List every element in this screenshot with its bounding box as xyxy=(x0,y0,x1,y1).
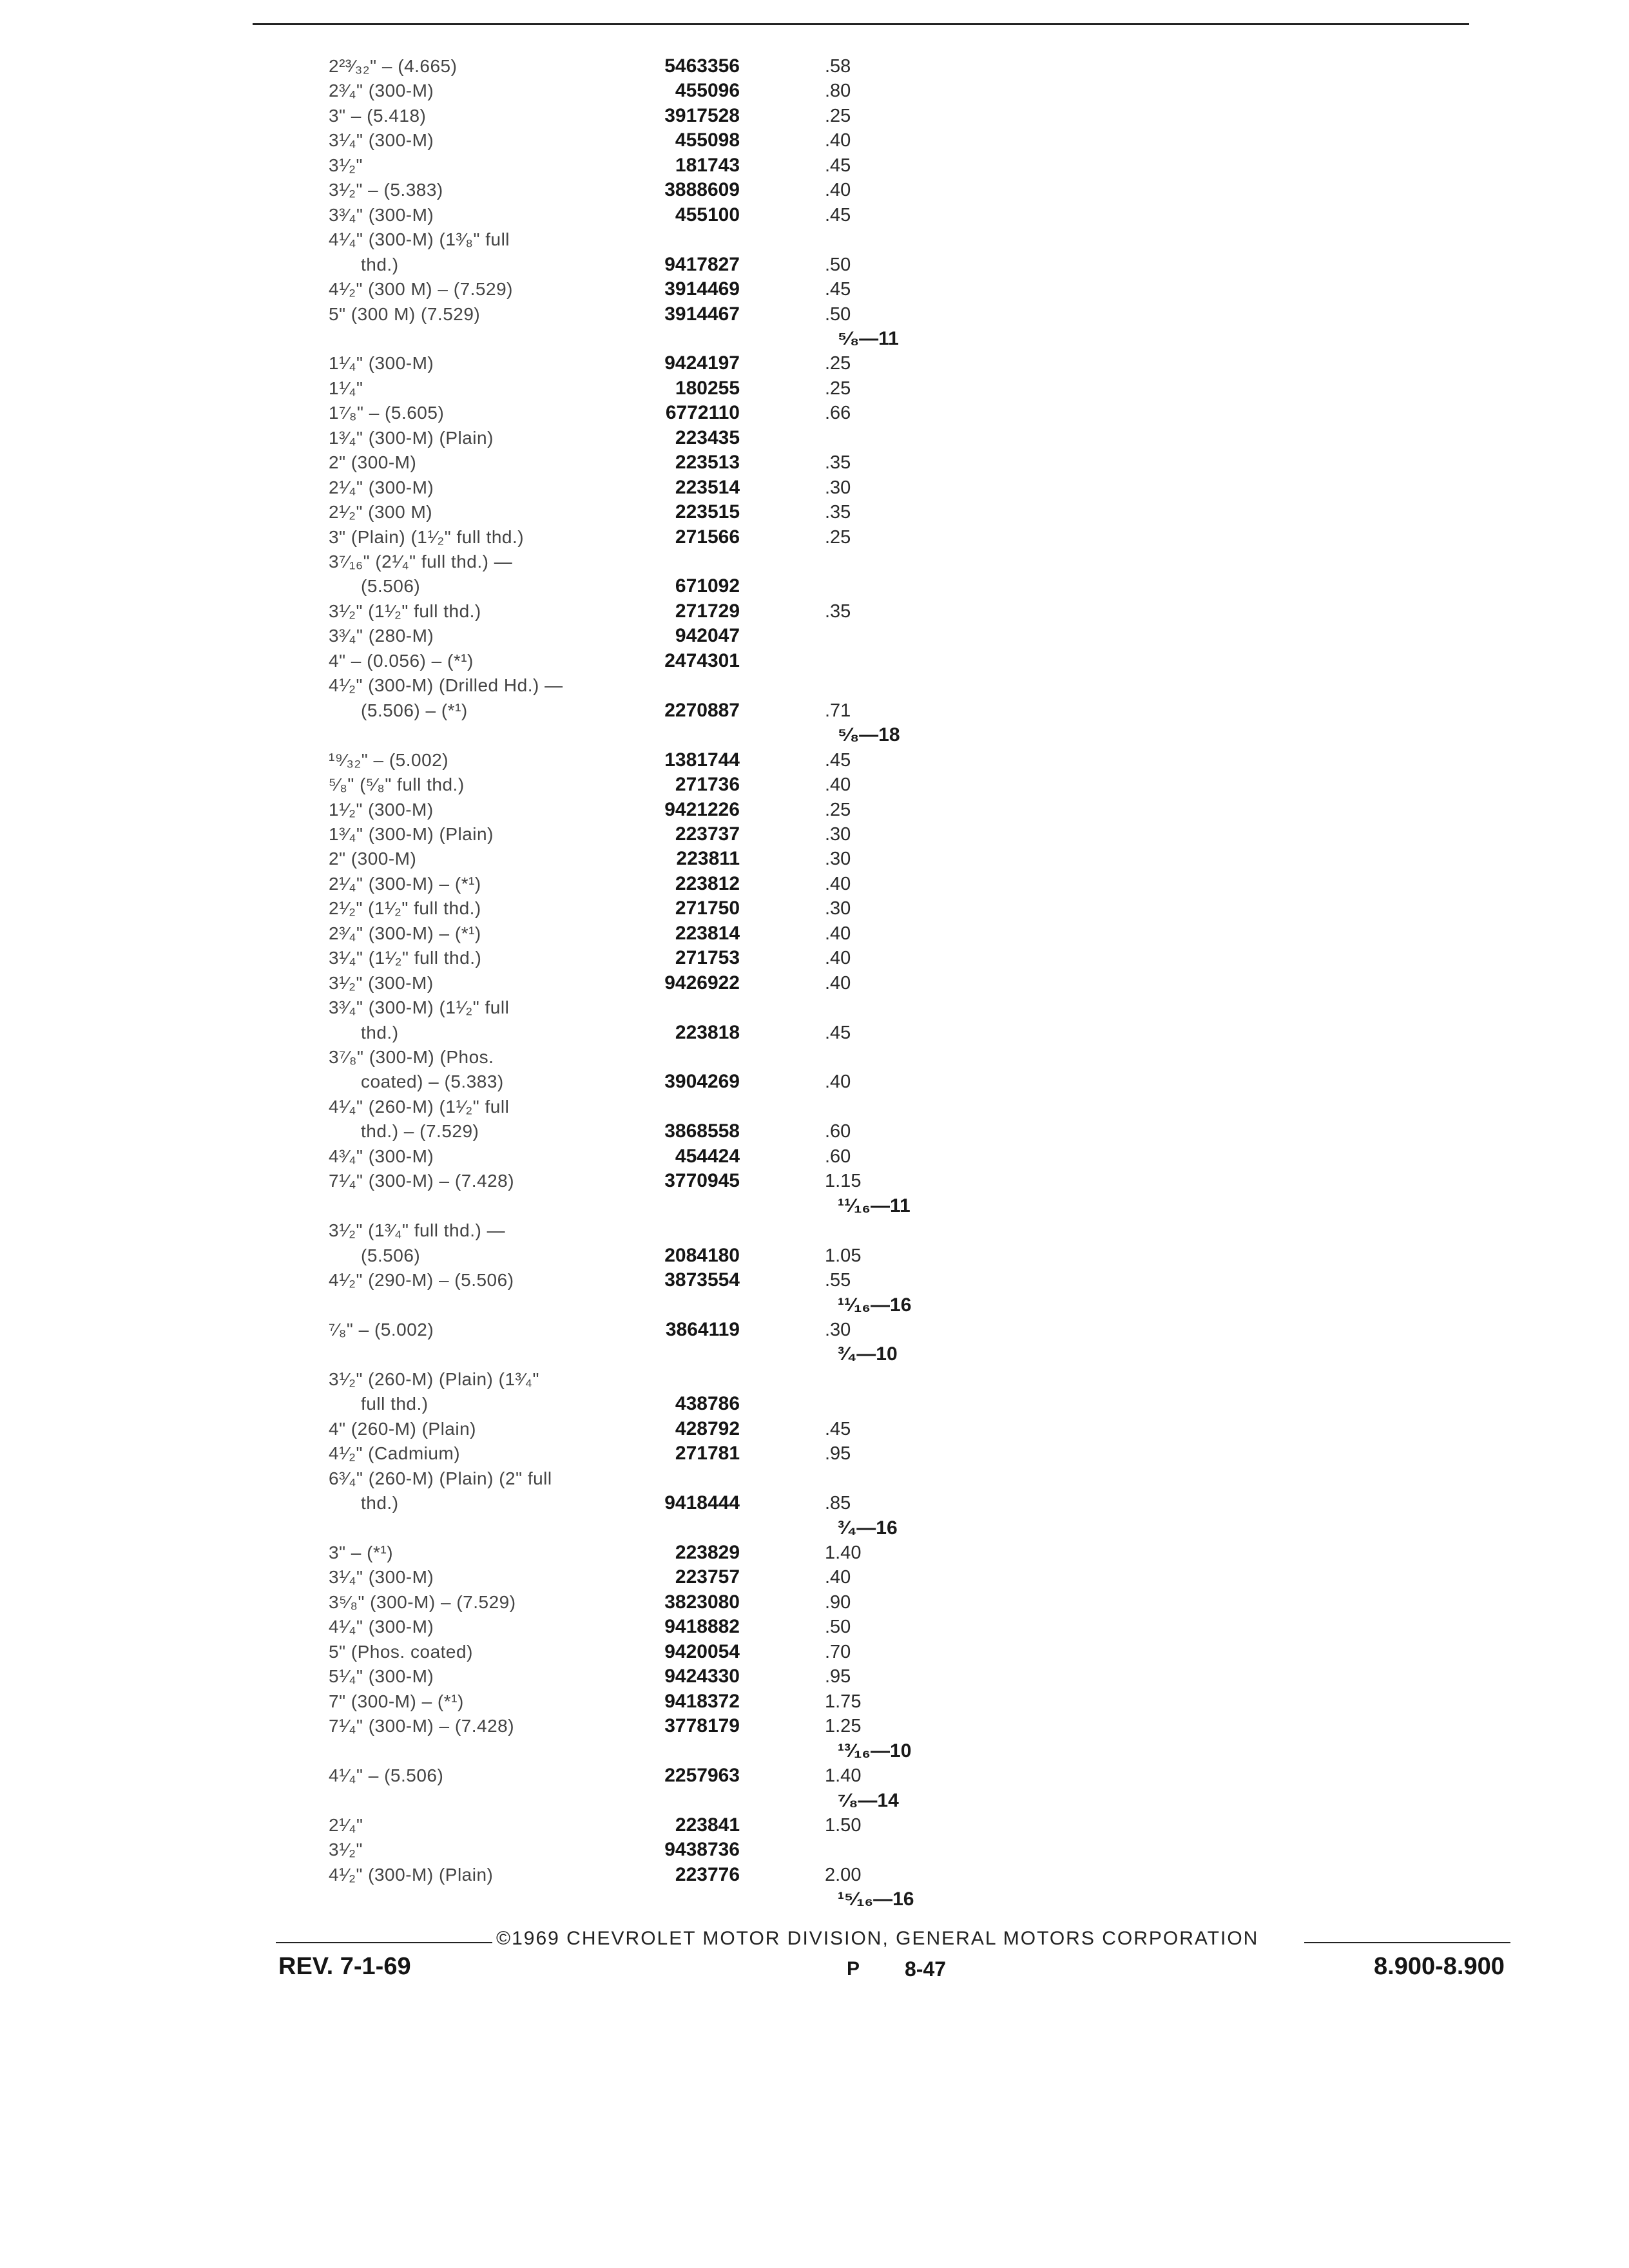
part-description: 3³⁄₄" (280-M) xyxy=(329,626,434,646)
part-row xyxy=(0,1441,1629,1467)
part-row xyxy=(0,872,1629,898)
part-number: 3778179 xyxy=(664,1715,740,1737)
part-row xyxy=(0,798,1629,823)
part-number: 9418882 xyxy=(664,1616,740,1638)
part-description: 3³⁄₄" (300-M) (1¹⁄₂" full xyxy=(329,997,510,1018)
part-row xyxy=(0,624,1629,649)
part-description: 1³⁄₄" (300-M) (Plain) xyxy=(329,427,494,448)
part-number: 271750 xyxy=(675,898,740,919)
part-number: 9418372 xyxy=(664,1690,740,1712)
part-number: 3917528 xyxy=(664,104,740,126)
part-number: 223776 xyxy=(675,1863,740,1885)
part-description: 3¹⁄₄" (300-M) xyxy=(329,1567,434,1588)
part-number: 9417827 xyxy=(664,253,740,275)
part-price: .71 xyxy=(825,700,851,721)
part-description: 4¹⁄₄" – (5.506) xyxy=(329,1765,444,1786)
part-number: 455100 xyxy=(675,204,740,226)
part-row xyxy=(0,525,1629,551)
part-row xyxy=(0,599,1629,625)
part-row xyxy=(0,921,1629,947)
part-price: .30 xyxy=(825,823,851,845)
part-number: 223841 xyxy=(675,1814,740,1836)
part-number: 271753 xyxy=(675,947,740,969)
part-number: 271736 xyxy=(675,774,740,796)
part-number: 223812 xyxy=(675,872,740,894)
part-row xyxy=(0,673,1629,699)
part-price: .80 xyxy=(825,81,851,102)
part-number: 6772110 xyxy=(665,402,740,424)
part-price: 1.75 xyxy=(825,1691,862,1712)
footer-rule-left xyxy=(276,1942,492,1943)
part-description: 4¹⁄₂" (290-M) – (5.506) xyxy=(329,1270,514,1291)
part-number: 942047 xyxy=(675,625,740,647)
part-description: thd.) xyxy=(361,1493,399,1514)
part-description: 3¹⁄₄" (1¹⁄₂" full thd.) xyxy=(329,948,482,968)
part-description: 5¹⁄₄" (300-M) xyxy=(329,1666,434,1687)
part-description: 4¹⁄₄" (300-M) (1³⁄₈" full xyxy=(329,229,510,250)
part-number: 271729 xyxy=(675,600,740,622)
part-description: ⁵⁄₈" (⁵⁄₈" full thd.) xyxy=(329,774,465,795)
copyright-line: ©1969 CHEVROLET MOTOR DIVISION, GENERAL MOTORS CORPORATION xyxy=(496,1928,1259,1949)
part-row xyxy=(0,995,1629,1021)
bolt-size-heading: ¹¹⁄₁₆—16 xyxy=(838,1294,912,1316)
part-row xyxy=(0,1863,1629,1888)
part-number: 3770945 xyxy=(664,1170,740,1192)
part-number: 223829 xyxy=(675,1542,740,1563)
part-number: 223757 xyxy=(675,1566,740,1588)
part-price: .50 xyxy=(825,254,851,275)
part-description: 5" (300 M) (7.529) xyxy=(329,303,481,324)
part-description: 2" (300-M) xyxy=(329,849,417,869)
part-number: 223515 xyxy=(675,501,740,523)
part-number: 2270887 xyxy=(664,699,740,721)
part-row xyxy=(0,450,1629,476)
bolt-size-heading: ¹¹⁄₁₆—11 xyxy=(838,1195,911,1216)
part-description: 7¹⁄₄" (300-M) – (7.428) xyxy=(329,1716,515,1736)
part-number: 9438736 xyxy=(664,1839,740,1861)
part-row xyxy=(0,1763,1629,1789)
part-description: 2¹⁄₂" (300 M) xyxy=(329,502,433,523)
part-price: .66 xyxy=(825,403,851,424)
part-number: 455096 xyxy=(675,80,740,102)
part-row xyxy=(0,1169,1629,1195)
bolt-size-heading: ³⁄₄—10 xyxy=(838,1343,898,1365)
part-number: 223818 xyxy=(675,1021,740,1043)
part-number: 2084180 xyxy=(664,1244,740,1266)
part-number: 180255 xyxy=(675,377,740,399)
part-description: 2²³⁄₃₂" – (4.665) xyxy=(329,56,458,76)
part-number: 3868558 xyxy=(664,1120,740,1142)
part-row xyxy=(0,822,1629,848)
part-row xyxy=(0,1095,1629,1120)
part-row xyxy=(0,1119,1629,1145)
part-number: 3888609 xyxy=(664,179,740,201)
part-description: 4¹⁄₂" (Cadmium) xyxy=(329,1443,461,1464)
bolt-size-heading: ⁵⁄₈—18 xyxy=(838,724,900,746)
part-description: 2" (300-M) xyxy=(329,452,417,473)
part-row xyxy=(0,1565,1629,1591)
part-description: 2¹⁄₄" (300-M) – (*¹) xyxy=(329,873,481,894)
part-price: .45 xyxy=(825,1022,851,1043)
part-price: .70 xyxy=(825,1641,851,1662)
part-row xyxy=(0,401,1629,427)
size-heading-row xyxy=(0,723,1629,749)
part-row xyxy=(0,1070,1629,1095)
part-row xyxy=(0,773,1629,798)
part-description: 5" (Phos. coated) xyxy=(329,1641,473,1662)
part-row xyxy=(0,1615,1629,1640)
part-price: 1.40 xyxy=(825,1765,862,1787)
part-row xyxy=(0,649,1629,675)
page-number: 8-47 xyxy=(905,1957,947,1981)
part-description: 3" – (*¹) xyxy=(329,1542,394,1562)
part-number: 223814 xyxy=(675,922,740,944)
part-description: ⁷⁄₈" – (5.002) xyxy=(329,1319,434,1340)
part-row xyxy=(0,500,1629,526)
part-row xyxy=(0,1541,1629,1566)
part-row xyxy=(0,574,1629,600)
size-heading-row xyxy=(0,327,1629,352)
size-heading-row xyxy=(0,1516,1629,1542)
part-description: 1³⁄₄" (300-M) (Plain) xyxy=(329,823,494,844)
part-description: full thd.) xyxy=(361,1394,429,1414)
part-row xyxy=(0,1813,1629,1839)
part-price: .50 xyxy=(825,1617,851,1638)
part-description: (5.506) – (*¹) xyxy=(361,700,468,720)
part-price: .85 xyxy=(825,1493,851,1514)
part-number: 454424 xyxy=(675,1145,740,1167)
part-number: 9418444 xyxy=(664,1492,740,1514)
part-description: 2¹⁄₂" (1¹⁄₂" full thd.) xyxy=(329,898,481,919)
part-description: 7" (300-M) – (*¹) xyxy=(329,1691,464,1711)
part-price: .58 xyxy=(825,56,851,77)
part-row xyxy=(0,1689,1629,1715)
part-number: 9424330 xyxy=(664,1666,740,1687)
part-description: ¹⁹⁄₃₂" – (5.002) xyxy=(329,749,449,770)
part-price: 2.00 xyxy=(825,1864,862,1885)
part-price: .35 xyxy=(825,601,851,622)
part-description: 3¹⁄₂" (1³⁄₄" full thd.) — xyxy=(329,1220,506,1241)
part-price: .45 xyxy=(825,1418,851,1439)
part-description: thd.) xyxy=(361,1022,399,1043)
part-price: 1.50 xyxy=(825,1814,862,1836)
part-description: 2¹⁄₄" xyxy=(329,1814,363,1835)
part-number: 1381744 xyxy=(664,749,740,771)
part-number: 223811 xyxy=(676,848,740,870)
part-row xyxy=(0,128,1629,154)
part-price: .40 xyxy=(825,923,851,944)
part-description: 2¹⁄₄" (300-M) xyxy=(329,477,434,497)
part-description: 4³⁄₄" (300-M) xyxy=(329,1146,434,1166)
part-description: 3³⁄₄" (300-M) xyxy=(329,204,434,225)
part-number: 3823080 xyxy=(664,1591,740,1613)
bolt-size-heading: ⁷⁄₈—14 xyxy=(838,1789,899,1811)
part-price: 1.15 xyxy=(825,1171,862,1192)
part-description: 3¹⁄₂" (260-M) (Plain) (1³⁄₄" xyxy=(329,1369,539,1389)
part-row xyxy=(0,1318,1629,1343)
part-description: 4¹⁄₂" (300 M) – (7.529) xyxy=(329,279,513,300)
part-number: 2257963 xyxy=(664,1765,740,1787)
part-number: 3914467 xyxy=(664,303,740,325)
part-price: .95 xyxy=(825,1443,851,1465)
part-price: .40 xyxy=(825,180,851,201)
part-row xyxy=(0,1417,1629,1443)
part-price: .45 xyxy=(825,204,851,226)
part-description: coated) – (5.383) xyxy=(361,1072,504,1092)
part-price: .95 xyxy=(825,1666,851,1687)
part-row xyxy=(0,1244,1629,1269)
part-description: 4" – (0.056) – (*¹) xyxy=(329,650,474,671)
part-price: .60 xyxy=(825,1146,851,1167)
part-price: .40 xyxy=(825,1567,851,1588)
part-row xyxy=(0,1491,1629,1517)
part-row xyxy=(0,1466,1629,1492)
part-row xyxy=(0,54,1629,80)
part-description: 3⁵⁄₈" (300-M) – (7.529) xyxy=(329,1591,516,1612)
part-description: (5.506) xyxy=(361,576,421,597)
part-price: .55 xyxy=(825,1270,851,1291)
part-price: .45 xyxy=(825,155,851,176)
size-heading-row xyxy=(0,1887,1629,1913)
part-description: 6³⁄₄" (260-M) (Plain) (2" full xyxy=(329,1468,552,1488)
part-number: 271566 xyxy=(675,526,740,548)
part-row xyxy=(0,227,1629,253)
part-description: 4¹⁄₂" (300-M) (Drilled Hd.) — xyxy=(329,675,563,696)
part-price: .40 xyxy=(825,130,851,151)
part-row xyxy=(0,1367,1629,1393)
part-row xyxy=(0,946,1629,972)
part-description: 3¹⁄₂" (300-M) xyxy=(329,972,434,993)
part-price: .25 xyxy=(825,378,851,399)
part-row xyxy=(0,1144,1629,1170)
part-price: .30 xyxy=(825,477,851,498)
part-number: 3873554 xyxy=(664,1269,740,1291)
part-price: .40 xyxy=(825,972,851,994)
part-price: .25 xyxy=(825,105,851,126)
revision-date: REV. 7-1-69 xyxy=(278,1953,411,1980)
part-price: .50 xyxy=(825,303,851,325)
part-description: 1⁷⁄₈" – (5.605) xyxy=(329,403,445,423)
bolt-size-heading: ⁵⁄₈—11 xyxy=(838,327,899,349)
part-row xyxy=(0,550,1629,575)
part-price: 1.25 xyxy=(825,1716,862,1737)
part-row xyxy=(0,302,1629,328)
size-heading-row xyxy=(0,1194,1629,1220)
part-row xyxy=(0,277,1629,303)
part-row xyxy=(0,1218,1629,1244)
part-number: 9424197 xyxy=(664,352,740,374)
part-number: 223514 xyxy=(675,476,740,498)
part-description: 2³⁄₄" (300-M) – (*¹) xyxy=(329,923,481,943)
part-number: 223737 xyxy=(675,823,740,845)
part-price: .60 xyxy=(825,1121,851,1142)
part-number: 671092 xyxy=(675,575,740,597)
part-price: .45 xyxy=(825,749,851,771)
part-row xyxy=(0,1664,1629,1690)
part-price: .40 xyxy=(825,774,851,796)
part-row xyxy=(0,1714,1629,1740)
part-number: 2474301 xyxy=(664,649,740,671)
bolt-size-heading: ¹³⁄₁₆—10 xyxy=(838,1740,912,1762)
part-description: thd.) xyxy=(361,254,399,274)
part-row xyxy=(0,748,1629,774)
size-heading-row xyxy=(0,1293,1629,1319)
part-description: 4" (260-M) (Plain) xyxy=(329,1418,476,1439)
bolt-size-heading: ³⁄₄—16 xyxy=(838,1517,898,1539)
part-price: .35 xyxy=(825,502,851,523)
part-number: 9421226 xyxy=(664,798,740,820)
part-price: .30 xyxy=(825,849,851,870)
size-heading-row xyxy=(0,1342,1629,1368)
part-price: .25 xyxy=(825,526,851,548)
part-row xyxy=(0,253,1629,278)
part-description: 3⁷⁄₁₆" (2¹⁄₄" full thd.) — xyxy=(329,552,513,572)
part-description: 3¹⁄₄" (300-M) xyxy=(329,130,434,151)
part-description: thd.) – (7.529) xyxy=(361,1121,479,1142)
part-description: 3⁷⁄₈" (300-M) (Phos. xyxy=(329,1047,494,1067)
part-row xyxy=(0,351,1629,377)
part-row xyxy=(0,1838,1629,1863)
part-description: 3¹⁄₂" (1¹⁄₂" full thd.) xyxy=(329,601,481,621)
part-number: 438786 xyxy=(675,1393,740,1415)
page-prefix: P xyxy=(847,1958,860,1979)
part-price: .40 xyxy=(825,948,851,969)
part-row xyxy=(0,376,1629,402)
bolt-size-heading: ¹⁵⁄₁₆—16 xyxy=(838,1888,914,1910)
part-description: 2³⁄₄" (300-M) xyxy=(329,81,434,101)
part-row xyxy=(0,178,1629,204)
part-description: 4¹⁄₂" (300-M) (Plain) xyxy=(329,1864,494,1885)
part-price: .35 xyxy=(825,452,851,474)
part-price: .30 xyxy=(825,1319,851,1340)
footer-rule-right xyxy=(1304,1942,1510,1943)
part-row xyxy=(0,79,1629,104)
part-number: 3904269 xyxy=(664,1071,740,1093)
part-price: 1.40 xyxy=(825,1542,862,1563)
part-price: 1.05 xyxy=(825,1245,862,1266)
part-row xyxy=(0,153,1629,179)
part-row xyxy=(0,1392,1629,1418)
part-number: 5463356 xyxy=(664,55,740,77)
part-price: .30 xyxy=(825,898,851,919)
part-description: 1¹⁄₄" (300-M) xyxy=(329,353,434,374)
part-row xyxy=(0,203,1629,229)
part-row xyxy=(0,1590,1629,1616)
part-description: 3¹⁄₂" xyxy=(329,155,363,175)
part-row xyxy=(0,104,1629,130)
part-number: 455098 xyxy=(675,130,740,151)
part-number: 9426922 xyxy=(664,972,740,994)
part-row xyxy=(0,1045,1629,1071)
part-number: 271781 xyxy=(675,1443,740,1465)
part-row xyxy=(0,1021,1629,1046)
part-price: .40 xyxy=(825,873,851,894)
part-price: .90 xyxy=(825,1591,851,1613)
part-row xyxy=(0,426,1629,452)
part-number: 181743 xyxy=(675,154,740,176)
part-description: 3¹⁄₂" – (5.383) xyxy=(329,180,443,200)
size-heading-row xyxy=(0,1789,1629,1814)
part-description: 4¹⁄₄" (260-M) (1¹⁄₂" full xyxy=(329,1096,510,1117)
part-price: .40 xyxy=(825,1072,851,1093)
section-number: 8.900-8.900 xyxy=(1374,1953,1505,1980)
part-row xyxy=(0,1268,1629,1294)
part-number: 223435 xyxy=(675,427,740,448)
part-number: 3914469 xyxy=(664,278,740,300)
part-description: (5.506) xyxy=(361,1245,421,1265)
part-price: .25 xyxy=(825,799,851,820)
part-row xyxy=(0,896,1629,922)
part-number: 9420054 xyxy=(664,1640,740,1662)
size-heading-row xyxy=(0,1739,1629,1765)
part-row xyxy=(0,698,1629,724)
part-price: .45 xyxy=(825,279,851,300)
part-row xyxy=(0,476,1629,501)
part-row xyxy=(0,1640,1629,1666)
part-description: 4¹⁄₄" (300-M) xyxy=(329,1617,434,1637)
part-description: 1¹⁄₂" (300-M) xyxy=(329,799,434,820)
part-price: .25 xyxy=(825,353,851,374)
part-description: 3" (Plain) (1¹⁄₂" full thd.) xyxy=(329,526,525,547)
part-number: 428792 xyxy=(675,1418,740,1439)
part-description: 1¹⁄₄" xyxy=(329,378,363,398)
part-description: 7¹⁄₄" (300-M) – (7.428) xyxy=(329,1171,515,1191)
part-description: 3" – (5.418) xyxy=(329,105,427,126)
part-row xyxy=(0,971,1629,997)
part-description: 3¹⁄₂" xyxy=(329,1840,363,1860)
part-number: 223513 xyxy=(675,452,740,474)
part-row xyxy=(0,847,1629,872)
part-number: 3864119 xyxy=(665,1318,740,1340)
